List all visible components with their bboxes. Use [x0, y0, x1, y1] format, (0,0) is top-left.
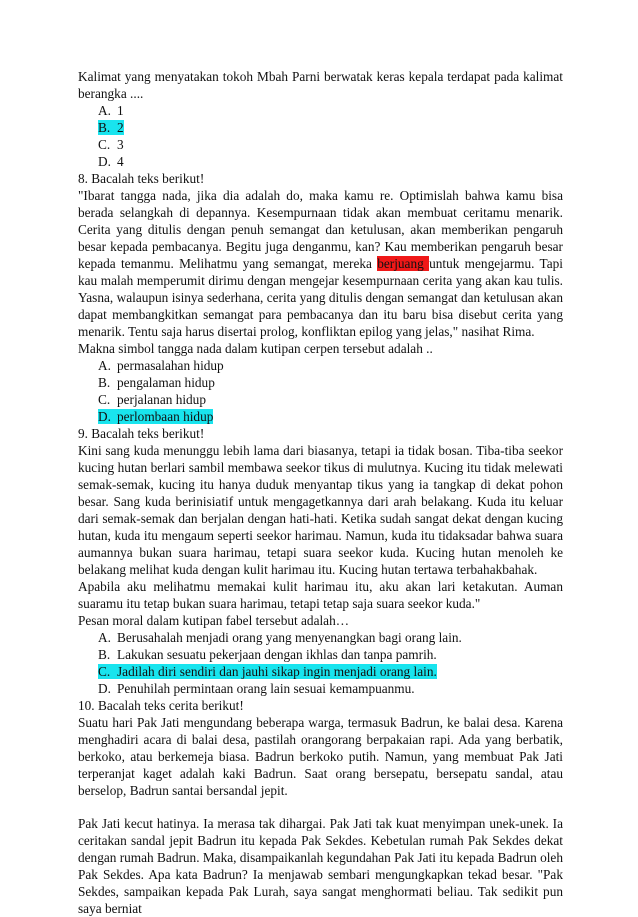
q7-option-a: A. 1 [98, 103, 124, 118]
q8-option-b: B. pengalaman hidup [98, 375, 215, 390]
answer-highlight: C. Jadilah diri sendiri dan jauhi sikap ingin menjadi orang lain. [98, 664, 437, 679]
q9-option-c [98, 663, 563, 680]
q10-passage-2: Pak Jati kecut hatinya. Ia merasa tak dihargai. Pak Jati tak kuat menyimpan unek-unek. Ia ceritakan sandal jepit Badrun itu kepada Pak Sekdes. Kebetulan rumah Pak Sekdes dekat dengan rumah Badrun. Maka, disampaikanlah kegundahan Pak Jati itu kepada Badrun oleh Pak Sekdes. Apa kata Badrun? Ia menjawab sembari mengungkapkan tekad besar. "Pak Sekdes, sampaikan kepada Pak Lurah, saya sangat menghormati beliau. Tak sedikit pun saya berniat [78, 816, 563, 916]
q8-question: Makna simbol tangga nada dalam kutipan cerpen tersebut adalah .. [78, 341, 433, 356]
q10-passage-1: Suatu hari Pak Jati mengundang beberapa warga, termasuk Badrun, ke balai desa. Karena menghadiri acara di balai desa, pastilah orangorang berpakaian rapi. Ada yang berbatik, berkoko, atau berkemeja biasa. Badrun berkoko putih. Namun, yang membuat Pak Jati terperanjat kaget adalah kaki Badrun. Saat orang bersepatu, bersepatu sandal, atau berselop, Badrun santai bersandal jepit. [78, 715, 563, 798]
q9-option-d: D. Penuhilah permintaan orang lain sesuai kemampuanmu. [98, 681, 415, 696]
paragraph-gap [78, 799, 563, 815]
q7-option-b [98, 119, 563, 136]
page-content [78, 68, 563, 917]
q8-option-c: C. perjalanan hidup [98, 392, 206, 407]
q7-option-c: C. 3 [98, 137, 124, 152]
answer-highlight: D. perlombaan hidup [98, 409, 214, 424]
q10-heading: 10. Bacalah teks cerita berikut! [78, 698, 244, 713]
q9-heading: 9. Bacalah teks berikut! [78, 426, 205, 441]
q9-passage: Kini sang kuda menunggu lebih lama dari biasanya, tetapi ia tidak bosan. Tiba-tiba seekor kucing hutan berlari sambil membawa seekor tikus di mulutnya. Kucing itu tidak melewati semak-semak, kucing itu hanya duduk menyantap tikus yang ia tangkap di dekat pohon besar. Sang kuda berinisiatif untuk mengagetkannya dari arah belakang. Kuda itu keluar dari semak-semak dan berjalan dengan hati-hati. Ketika sudah sangat dekat dengan kucing hutan, kuda itu mengaum seperti seekor harimau. Namun, kuda itu tidaksadar bahwa suara aumannya bukan suara harimau, tetapi suara seekor kuda. Kucing hutan menoleh ke belakang melihat kuda dengan kulit harimau itu. Kucing hutan tertawa terbahakbahak. [78, 443, 563, 577]
highlighted-word: berjuang [377, 256, 430, 271]
q7-stem: Kalimat yang menyatakan tokoh Mbah Parni berwatak keras kepala terdapat pada kalimat berangka .... [78, 69, 563, 101]
q8-option-d [98, 408, 563, 425]
q8-passage: "Ibarat tangga nada, jika dia adalah do, maka kamu re. Optimislah bahwa kamu bisa berada selangkah di depannya. Kesempurnaan tidak akan membuat ceritamu menarik. Cerita yang ditulis dengan penuh semangat dan ketulusan, akan memberikan pengaruh besar kepada pembacanya. Begitu juga denganmu, kan? Kau memberikan pengaruh besar kepada temanmu. Melihatmu yang semangat, mereka berjuang untuk mengejarmu. Tapi kau malah memperumit dirimu dengan mengejar kesempurnaan cerita yang akan kau tulis. Yasna, walaupun isinya sederhana, cerita yang ditulis dengan semangat dan ketulusan akan dapat membangkitkan semangat para pembacanya dan itu baru bisa disebut cerita yang menarik. Tentu saja harus disertai prolog, konfliktan epilog yang jelas," nasihat Rima. [78, 188, 563, 339]
q9-option-a: A. Berusahalah menjadi orang yang menyenangkan bagi orang lain. [98, 630, 462, 645]
q8-heading: 8. Bacalah teks berikut! [78, 171, 205, 186]
q9-question: Pesan moral dalam kutipan fabel tersebut adalah… [78, 613, 350, 628]
answer-highlight: B. 2 [98, 120, 124, 135]
q9-option-b: B. Lakukan sesuatu pekerjaan dengan ikhlas dan tanpa pamrih. [98, 647, 437, 662]
q7-option-d: D. 4 [98, 154, 124, 169]
q8-option-a: A. permasalahan hidup [98, 358, 224, 373]
q9-passage-continued: Apabila aku melihatmu memakai kulit harimau itu, aku akan lari ketakutan. Auman suaramu itu tetap bukan suara harimau, tetapi tetap saja suara seekor kuda." [78, 579, 563, 611]
